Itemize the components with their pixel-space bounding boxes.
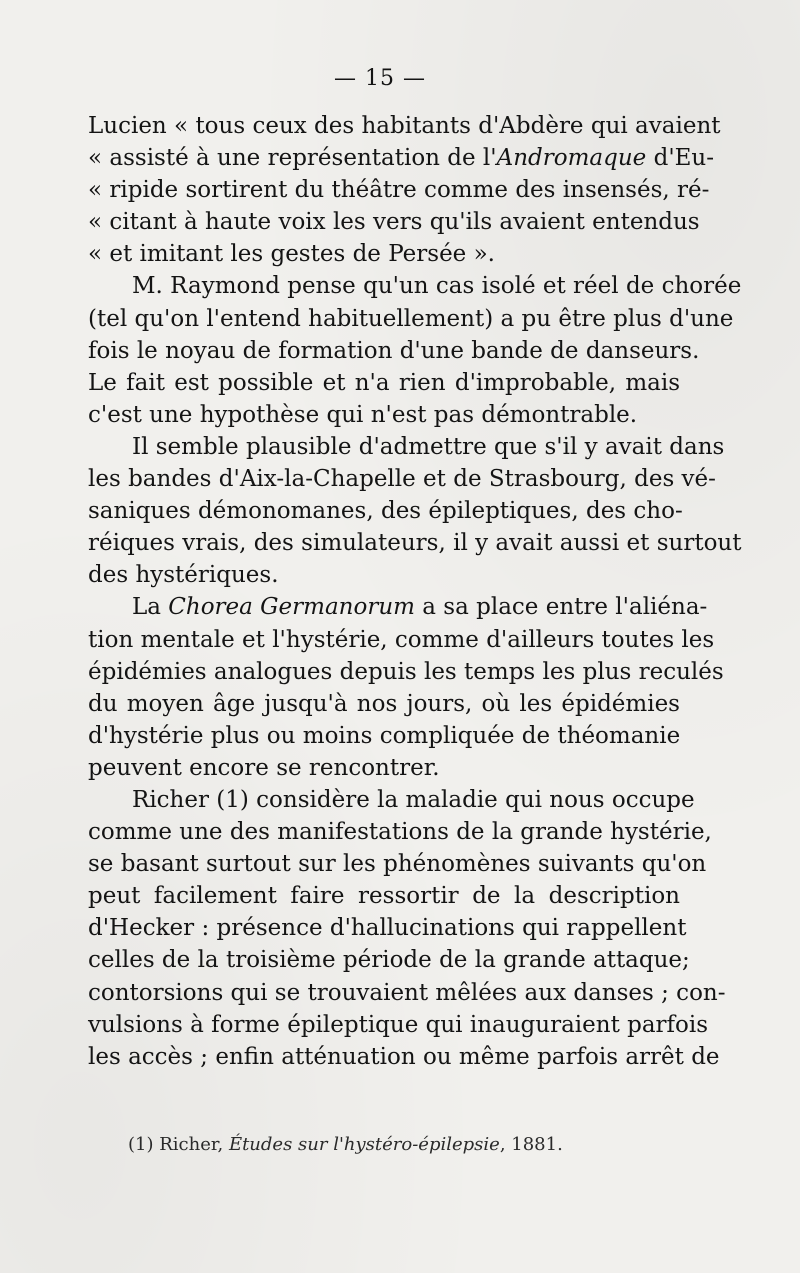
text-line: Il semble plausible d'admettre que s'il y avait dans bbox=[132, 433, 725, 460]
text-line: Lucien « tous ceux des habitants d'Abdère qui avaient bbox=[88, 113, 721, 139]
text-line: contorsions qui se trouvaient mêlées aux danses ; con- bbox=[88, 979, 726, 1006]
text-fragment: « assisté à une représentation de l' bbox=[88, 145, 497, 172]
text-line: peut facilement faire ressortir de la description bbox=[88, 883, 680, 910]
text-line: fois le noyau de formation d'une bande de danseurs. bbox=[88, 337, 700, 364]
text-line: d'Hecker : présence d'hallucinations qui rappellent bbox=[88, 915, 687, 942]
text-line: Le fait est possible et n'a rien d'improbable, mais bbox=[88, 369, 680, 396]
text-line: M. Raymond pense qu'un cas isolé et réel de chorée bbox=[132, 273, 742, 300]
text-line: celles de la troisième période de la grande attaque; bbox=[88, 947, 690, 974]
text-line: épidémies analogues depuis les temps les plus reculés bbox=[88, 658, 724, 685]
page-number: — 15 — bbox=[334, 66, 426, 91]
paragraph-4 bbox=[88, 591, 724, 784]
footnote-tail: , 1881. bbox=[499, 1134, 563, 1155]
text-line: « ripide sortirent du théâtre comme des insensés, ré- bbox=[88, 177, 710, 204]
text-line: peuvent encore se rencontrer. bbox=[88, 754, 440, 781]
text-fragment: d'Eu- bbox=[646, 145, 715, 172]
text-line: comme une des manifestations de la grande hystérie, bbox=[88, 819, 712, 846]
footnote bbox=[128, 1134, 563, 1155]
text-line: d'hystérie plus ou moins compliquée de théomanie bbox=[88, 722, 681, 749]
text-line bbox=[88, 591, 708, 623]
text-line: tion mentale et l'hystérie, comme d'ailleurs toutes les bbox=[88, 626, 715, 653]
text-line bbox=[88, 142, 715, 174]
text-line: vulsions à forme épileptique qui inauguraient parfois bbox=[88, 1011, 709, 1038]
text-line: (tel qu'on l'entend habituellement) a pu être plus d'une bbox=[88, 305, 734, 332]
text-line: saniques démonomanes, des épileptiques, des cho- bbox=[88, 498, 683, 525]
paragraph-2 bbox=[88, 270, 742, 430]
text-line: réiques vrais, des simulateurs, il y avait aussi et surtout bbox=[88, 530, 742, 557]
paragraph-1 bbox=[88, 110, 721, 270]
body-text bbox=[88, 110, 742, 1073]
italic-title: Andromaque bbox=[496, 145, 647, 172]
text-fragment: a sa place entre l'aliéna- bbox=[414, 594, 708, 621]
text-line: Richer (1) considère la maladie qui nous occupe bbox=[132, 786, 695, 813]
text-line: des hystériques. bbox=[88, 562, 279, 589]
footnote-title: Études sur l'hystéro-épilepsie bbox=[228, 1134, 500, 1155]
text-fragment: La bbox=[132, 594, 169, 621]
text-line: les bandes d'Aix-la-Chapelle et de Strasbourg, des vé- bbox=[88, 466, 716, 493]
paragraph-3 bbox=[88, 431, 742, 591]
text-line: les accès ; enfin atténuation ou même parfois arrêt de bbox=[88, 1043, 720, 1070]
paragraph-5 bbox=[88, 784, 726, 1073]
text-line: « citant à haute voix les vers qu'ils avaient entendus bbox=[88, 209, 700, 236]
text-line: c'est une hypothèse qui n'est pas démontrable. bbox=[88, 401, 638, 428]
footnote-marker: (1) Richer, bbox=[128, 1134, 229, 1155]
italic-title: Chorea Germanorum bbox=[168, 594, 415, 621]
text-line: du moyen âge jusqu'à nos jours, où les épidémies bbox=[88, 690, 680, 717]
text-line: se basant surtout sur les phénomènes suivants qu'on bbox=[88, 851, 707, 878]
text-line: « et imitant les gestes de Persée ». bbox=[88, 241, 495, 268]
